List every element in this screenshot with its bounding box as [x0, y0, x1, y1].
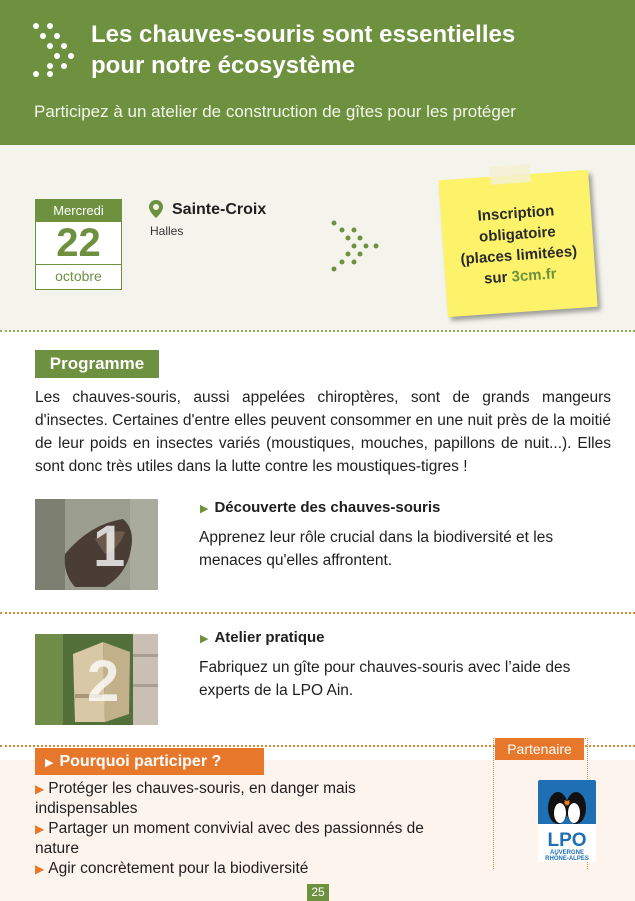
sticky-note: [438, 170, 597, 317]
registration-text: [440, 198, 595, 292]
event-info-band: [0, 145, 635, 332]
list-item-text: Partager un moment convivial avec des passionnés de nature: [35, 820, 424, 857]
title-line-1: Les chauves-souris sont essentielles: [91, 21, 516, 48]
step-1-body: Apprenez leur rôle crucial dans la biodiversité et les menaces qu'elles affrontent.: [199, 529, 554, 569]
triangle-right-icon: ▶: [35, 862, 45, 876]
registration-prefix: sur: [483, 268, 513, 288]
triangle-right-icon: ▶: [200, 503, 209, 515]
page-title: [91, 19, 611, 81]
registration-link[interactable]: 3cm.fr: [510, 265, 558, 286]
date-day: 22: [56, 221, 101, 265]
list-item: [35, 779, 455, 819]
list-item-text: Agir concrètement pour la biodiversité: [48, 860, 309, 877]
registration-line-2: obligatoire: [478, 223, 557, 246]
event-venue: Halles: [150, 224, 184, 238]
registration-line-1: Inscription: [477, 202, 555, 225]
step-2-body: Fabriquez un gîte pour chauves-souris avec l’aide des experts de la LPO Ain.: [199, 659, 571, 699]
event-place: Sainte-Croix: [172, 201, 267, 218]
programme-label: Programme: [35, 350, 159, 378]
why-label: [35, 748, 264, 775]
page-subtitle: Participez à un atelier de construction de gîtes pour les protéger: [34, 102, 516, 121]
logo-text: LPO: [547, 830, 587, 851]
tape-strip: [490, 164, 531, 185]
bat-box-photo: [35, 634, 158, 725]
step-1-title: [200, 499, 440, 516]
page-number: 25: [307, 884, 329, 901]
step-2-title-text: Atelier pratique: [214, 629, 325, 646]
triangle-right-icon: ▶: [35, 822, 45, 836]
list-item: [35, 819, 455, 859]
triangle-right-icon: ▶: [45, 757, 54, 769]
header-banner: [0, 0, 635, 145]
bat-photo: [35, 499, 158, 590]
partner-label: Partenaire: [495, 738, 584, 760]
step-number-2: 2: [87, 649, 120, 714]
title-line-2: pour notre écosystème: [91, 52, 356, 79]
sticky-note-paper: [438, 170, 597, 317]
step-1-title-text: Découverte des chauves-souris: [214, 499, 441, 516]
list-item-text: Protéger les chauves-souris, en danger mais indispensables: [35, 780, 356, 817]
dots-arrow-icon: [32, 22, 82, 78]
registration-line-3: (places limitées): [460, 242, 578, 269]
divider: [0, 612, 635, 614]
location-pin-icon: [149, 200, 163, 218]
logo-sub-1: AUVERGNE: [549, 850, 585, 856]
why-list: [35, 779, 455, 879]
why-label-text: Pourquoi participer ?: [59, 753, 222, 770]
list-item: [35, 859, 455, 879]
triangle-right-icon: ▶: [35, 782, 45, 796]
date-month: octobre: [36, 264, 121, 287]
programme-intro: Les chauves-souris, aussi appelées chiroptères, sont de grands mangeurs d'insectes. Certaines d'entre elles peuvent consommer en une nuit près de la moitié de leur poids en insectes variés (moustiques, mouches, papillons de nuit...). Elles sont donc très utiles dans la lutte contre les moustiques-tigres !: [35, 389, 611, 475]
triangle-right-icon: ▶: [200, 633, 209, 645]
date-weekday: Mercredi: [36, 200, 121, 222]
dots-arrow-icon: [330, 220, 380, 272]
lpo-logo: [538, 780, 596, 862]
logo-sub-2: RHÔNE-ALPES: [545, 856, 589, 862]
step-2-title: [200, 629, 325, 646]
step-number-1: 1: [93, 514, 126, 579]
date-card: [35, 199, 122, 290]
